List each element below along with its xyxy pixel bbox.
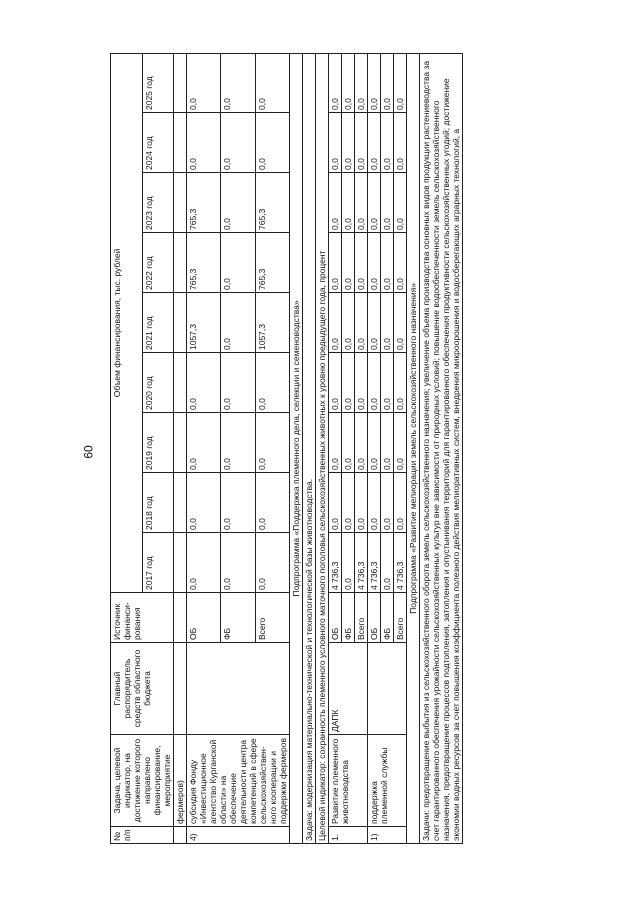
cell-value: 0,0: [342, 293, 355, 353]
financing-table: [110, 53, 463, 844]
cell-value: 0,0: [329, 113, 342, 173]
cell-value: 0,0: [381, 233, 394, 293]
header-row-1: [111, 53, 143, 843]
cell-value: 0,0: [368, 413, 381, 473]
cell-task: Развитие племенного животноводства: [329, 735, 368, 827]
cell-value: 0,0: [187, 473, 221, 533]
header-task: Задача, целевой индикатор, на достижение которого направлено финансирование, мероприятие: [111, 735, 174, 827]
cell-value: 0,0: [381, 353, 394, 413]
cell-value: 0,0: [381, 473, 394, 533]
cell-admin: [187, 643, 290, 735]
cell-value: 0,0: [221, 113, 255, 173]
cell-value: 0,0: [187, 353, 221, 413]
cell-admin: [368, 643, 407, 735]
cell-source: ФБ: [221, 593, 255, 643]
cell-source: Всего: [394, 593, 407, 643]
cell-value: 765,3: [255, 233, 289, 293]
cell-value: 4 736,3: [329, 533, 342, 593]
header-admin: Главный распорядитель средств областного бюджета: [111, 643, 174, 735]
cell-value: 0,0: [329, 53, 342, 112]
cell-value: 0,0: [355, 233, 368, 293]
cell-value: 0,0: [187, 413, 221, 473]
cell-value: 0,0: [355, 413, 368, 473]
header-volume: Объем финансирования, тыс. рублей: [111, 53, 143, 592]
cell-value: 0,0: [329, 473, 342, 533]
cell-value: 0,0: [329, 413, 342, 473]
cell-value: 0,0: [394, 293, 407, 353]
cell-value: 0,0: [368, 473, 381, 533]
cell-value: 0,0: [221, 173, 255, 233]
cell-value: 0,0: [187, 113, 221, 173]
cell-value: 0,0: [368, 113, 381, 173]
cell-value: 0,0: [342, 533, 355, 593]
header-year: 2024 год: [142, 113, 174, 173]
cell-value: 0,0: [221, 533, 255, 593]
cell-value: 0,0: [342, 173, 355, 233]
cell-value: 0,0: [329, 293, 342, 353]
empty-cell: [174, 413, 187, 473]
cell-value: 0,0: [342, 353, 355, 413]
cell-task: фермеров): [174, 735, 187, 827]
cell-source: ФБ: [342, 593, 355, 643]
header-year: 2020 год: [142, 353, 174, 413]
cell-value: 0,0: [368, 53, 381, 112]
cell-source: ОБ: [368, 593, 381, 643]
cell-value: 0,0: [368, 233, 381, 293]
cell-value: 765,3: [187, 233, 221, 293]
cell-value: 0,0: [329, 233, 342, 293]
cell-value: 0,0: [394, 173, 407, 233]
cell-value: 765,3: [255, 173, 289, 233]
cell-value: 0,0: [342, 113, 355, 173]
cell-value: 0,0: [187, 53, 221, 112]
cell-source: ФБ: [381, 593, 394, 643]
cell-value: 0,0: [394, 413, 407, 473]
empty-cell: [174, 293, 187, 353]
cell-value: 0,0: [221, 473, 255, 533]
cell-source: Всего: [355, 593, 368, 643]
table-row: [368, 53, 381, 843]
header-year: 2019 год: [142, 413, 174, 473]
cell-value: 0,0: [381, 173, 394, 233]
subprogram-title: Подпрограмма «Поддержка племенного дела, селекции и семеноводства»: [290, 53, 303, 843]
cell-value: 0,0: [394, 473, 407, 533]
cell-task: поддержка племенной службы: [368, 735, 407, 827]
cell-value: 0,0: [394, 353, 407, 413]
header-year: 2018 год: [142, 473, 174, 533]
empty-cell: [174, 113, 187, 173]
subprogram-title-row: [290, 53, 303, 843]
table-row: [329, 53, 342, 843]
cell-num: 1): [368, 827, 407, 844]
cell-source: ОБ: [187, 593, 221, 643]
cell-value: 0,0: [255, 353, 289, 413]
cell-source: ОБ: [329, 593, 342, 643]
cell-task: субсидия Фонду «Инвестиционное агентство Курганской области» на обеспечение деятельности центра компетенций в сфере сельскохозяйствен-ного кооперации и поддержки фермеров: [187, 735, 290, 827]
cell-value: 0,0: [355, 113, 368, 173]
empty-cell: [174, 533, 187, 593]
empty-cell: [174, 473, 187, 533]
header-year: 2025 год: [142, 53, 174, 112]
cell-value: 0,0: [355, 293, 368, 353]
empty-cell: [174, 53, 187, 112]
cell-value: 0,0: [255, 113, 289, 173]
cell-value: 0,0: [381, 113, 394, 173]
subprogram-task: Задача: модернизация материально-технической и технологической базы животноводства.: [303, 53, 316, 843]
page-number: 60: [81, 445, 96, 459]
cell-value: 0,0: [394, 233, 407, 293]
cell-admin: ДАПК: [329, 643, 368, 735]
header-num: № п/п: [111, 827, 174, 844]
rotated-table-container: [110, 54, 602, 844]
cell-value: 0,0: [368, 353, 381, 413]
cell-value: 0,0: [221, 293, 255, 353]
cell-source: Всего: [255, 593, 289, 643]
cell-value: 0,0: [255, 473, 289, 533]
empty-cell: [174, 353, 187, 413]
header-year: 2017 год: [142, 533, 174, 593]
subprogram-task-row: [420, 53, 463, 843]
cell-value: 4 736,3: [355, 533, 368, 593]
cell-value: 765,3: [187, 173, 221, 233]
empty-cell: [174, 233, 187, 293]
header-year: 2021 год: [142, 293, 174, 353]
cell-value: 4 736,3: [368, 533, 381, 593]
empty-cell: [174, 593, 187, 643]
subprogram-indicator-row: [316, 53, 329, 843]
cell-value: 0,0: [381, 413, 394, 473]
cell-num: 1.: [329, 827, 368, 844]
cell-value: 0,0: [221, 53, 255, 112]
cell-value: 1057,3: [255, 293, 289, 353]
cell-value: 0,0: [394, 113, 407, 173]
cell-value: 0,0: [342, 233, 355, 293]
cell-value: 0,0: [342, 413, 355, 473]
cell-value: 0,0: [329, 353, 342, 413]
cell-value: 0,0: [342, 473, 355, 533]
cell-value: 0,0: [355, 53, 368, 112]
cell-value: 0,0: [187, 533, 221, 593]
cell-value: 0,0: [221, 233, 255, 293]
cell-value: 1057,3: [187, 293, 221, 353]
cell-value: 0,0: [329, 173, 342, 233]
cell-value: 4 736,3: [394, 533, 407, 593]
empty-cell: [174, 173, 187, 233]
cell-value: 0,0: [255, 413, 289, 473]
cell-value: 0,0: [394, 53, 407, 112]
cell-value: 0,0: [368, 173, 381, 233]
subprogram-indicator: Целевой индикатор: сохранность племенного условного маточного поголовья сельскохозяйственных животных к уровню предыдущего года, процент: [316, 53, 329, 843]
subprogram-title: Подпрограмма «Развитие мелиорации земель сельскохозяйственного назначения»: [407, 53, 420, 843]
header-year: 2022 год: [142, 233, 174, 293]
table-row: [187, 53, 221, 843]
cell-value: 0,0: [255, 533, 289, 593]
cell-value: 0,0: [355, 353, 368, 413]
subprogram-title-row: [407, 53, 420, 843]
cell-value: 0,0: [255, 53, 289, 112]
empty-cell: [174, 643, 187, 735]
continuation-row: [174, 53, 187, 843]
cell-num: 4): [187, 827, 290, 844]
subprogram-task-row: [303, 53, 316, 843]
subprogram-task: Задачи: предотвращение выбытия из сельскохозяйственного оборота земель сельскохозяйственного назначения; увеличение объема производства основных видов продукции растениеводства за счет гарантированного обеспечения урожайности сельскохозяйственных культур вне зависимости от природных условий; повышение водообеспеченности земель сельскохозяйственного назначения, предотвращение процессов подтопления, затопления и опустынивания территорий для гарантированного обеспечения продуктивности сельскохозяйственных угодий; достижение экономии водных ресурсов за счет повышения коэффициента полезного действия мелиоративных систем, внедрения микроорошения и водосберегающих аграрных технологий, а: [420, 53, 463, 843]
cell-value: 0,0: [368, 293, 381, 353]
cell-value: 0,0: [355, 473, 368, 533]
cell-value: 0,0: [342, 53, 355, 112]
header-source: Источник финанси-рования: [111, 593, 174, 643]
cell-value: 0,0: [355, 173, 368, 233]
cell-value: 0,0: [381, 293, 394, 353]
cell-value: 0,0: [381, 53, 394, 112]
header-year: 2023 год: [142, 173, 174, 233]
cell-value: 0,0: [381, 533, 394, 593]
cell-value: 0,0: [221, 413, 255, 473]
cell-num: [174, 827, 187, 844]
cell-value: 0,0: [221, 353, 255, 413]
